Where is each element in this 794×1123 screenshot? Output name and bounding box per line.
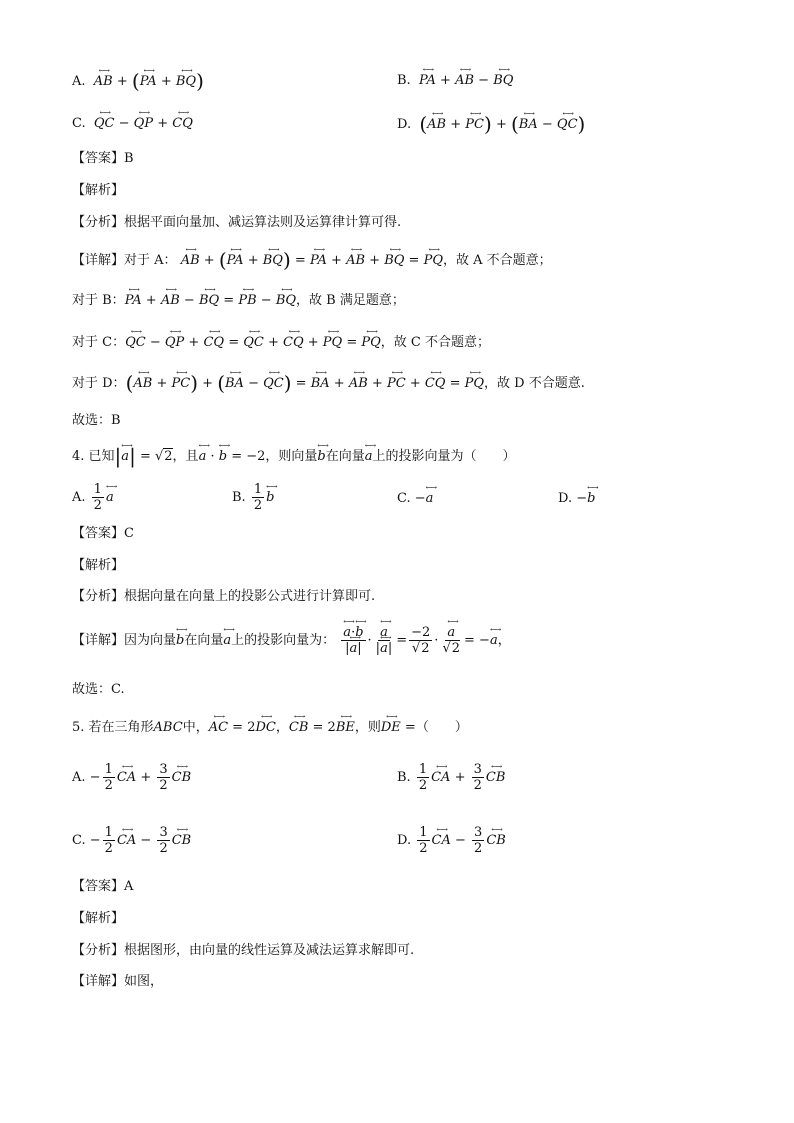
- q4-option-d: D. −←→ b: [558, 490, 595, 508]
- q3-option-b: B. ←→ PA + ←→ AB − ←→ BQ: [397, 72, 513, 90]
- q5-option-a: A. − $\frac{1}{2}$ ←→ CA + $\frac{3}{2}$ ←→ CB: [72, 762, 191, 793]
- q5-stem: 5. 若在三角形ABC中，←→ AC = 2←→ DC，←→ CB = 2←→ BE，则←→ DE =（ ）: [72, 719, 468, 737]
- q4-option-a: A. $\frac{1}{2}$ ←→ a: [72, 482, 114, 513]
- q4-detail: 【详解】因为向量←→ b在向量←→ a上的投影向量为： ←→ $\frac{a\cdot\leftarrow\to b}{|\leftarrow\to a|}$ · ←→ $\frac{a}{|\leftarrow\to a|}$ = $\frac{-2}{√2}$ · ←→ $\frac{a}{√2}$ = −←→ a，: [72, 625, 511, 656]
- q3-option-a: A. ←→ AB + (←→ PA + ←→ BQ): [72, 72, 204, 91]
- option-label: C.: [72, 116, 86, 131]
- q4-analysis-heading: 【解析】: [72, 558, 125, 573]
- q4-stem: 4. 已知|←→ a| = √2，且←→ a · ←→ b = −2，则向量←→ b在向量←→ a上的投影向量为（ ）: [72, 447, 516, 466]
- q4-conclusion: 故选：C.: [72, 682, 125, 697]
- q3-option-c: C. ←→ QC − ←→ QP + ←→ CQ: [72, 115, 193, 133]
- q5-fenxi: 【分析】根据图形，由向量的线性运算及减法运算求解即可.: [72, 943, 415, 958]
- q3-detail-d: 对于 D：(←→ AB + ←→ PC) + (←→ BA − ←→ QC) = ←→ BA + ←→ AB + ←→ PC + ←→ CQ = ←→ PQ，故 D 不合题意.: [72, 374, 585, 393]
- q4-option-b: B. $\frac{1}{2}$ ←→ b: [232, 482, 274, 513]
- option-label: A.: [72, 74, 86, 89]
- q3-detail-c: 对于 C：←→ QC − ←→ QP + ←→ CQ = ←→ QC + ←→ CQ + ←→ PQ = ←→ PQ，故 C 不合题意；: [72, 334, 490, 352]
- q4-option-c: C. −←→ a: [397, 490, 433, 508]
- q3-conclusion: 故选：B: [72, 413, 121, 428]
- q5-option-b: B. $\frac{1}{2}$ ←→ CA + $\frac{3}{2}$ ←→ CB: [397, 762, 505, 793]
- q5-answer: 【答案】A: [72, 879, 134, 894]
- q3-option-d: D. (←→ AB + ←→ PC) + (←→ BA − ←→ QC): [397, 115, 585, 134]
- q3-fenxi: 【分析】根据平面向量加、减运算法则及运算律计算可得.: [72, 215, 402, 230]
- q5-option-c: C. − $\frac{1}{2}$ ←→ CA − $\frac{3}{2}$ ←→ CB: [72, 825, 191, 856]
- q5-analysis-heading: 【解析】: [72, 911, 125, 926]
- q3-detail-a: 【详解】对于 A： ←→ AB + (←→ PA + ←→ BQ) = ←→ PA + ←→ AB + ←→ BQ = ←→ PQ，故 A 不合题意；: [72, 251, 552, 270]
- q4-answer: 【答案】C: [72, 526, 134, 541]
- option-label: D.: [397, 117, 412, 132]
- option-label: B.: [397, 73, 411, 88]
- q4-fenxi: 【分析】根据向量在向量上的投影公式进行计算即可.: [72, 589, 376, 604]
- q3-answer: 【答案】B: [72, 151, 134, 166]
- q3-analysis-heading: 【解析】: [72, 183, 125, 198]
- q3-detail-b: 对于 B：←→ PA + ←→ AB − ←→ BQ = ←→ PB − ←→ BQ，故 B 满足题意；: [72, 292, 405, 310]
- q5-detail: 【详解】如图，: [72, 974, 164, 989]
- q5-option-d: D. $\frac{1}{2}$ ←→ CA − $\frac{3}{2}$ ←→ CB: [397, 825, 506, 856]
